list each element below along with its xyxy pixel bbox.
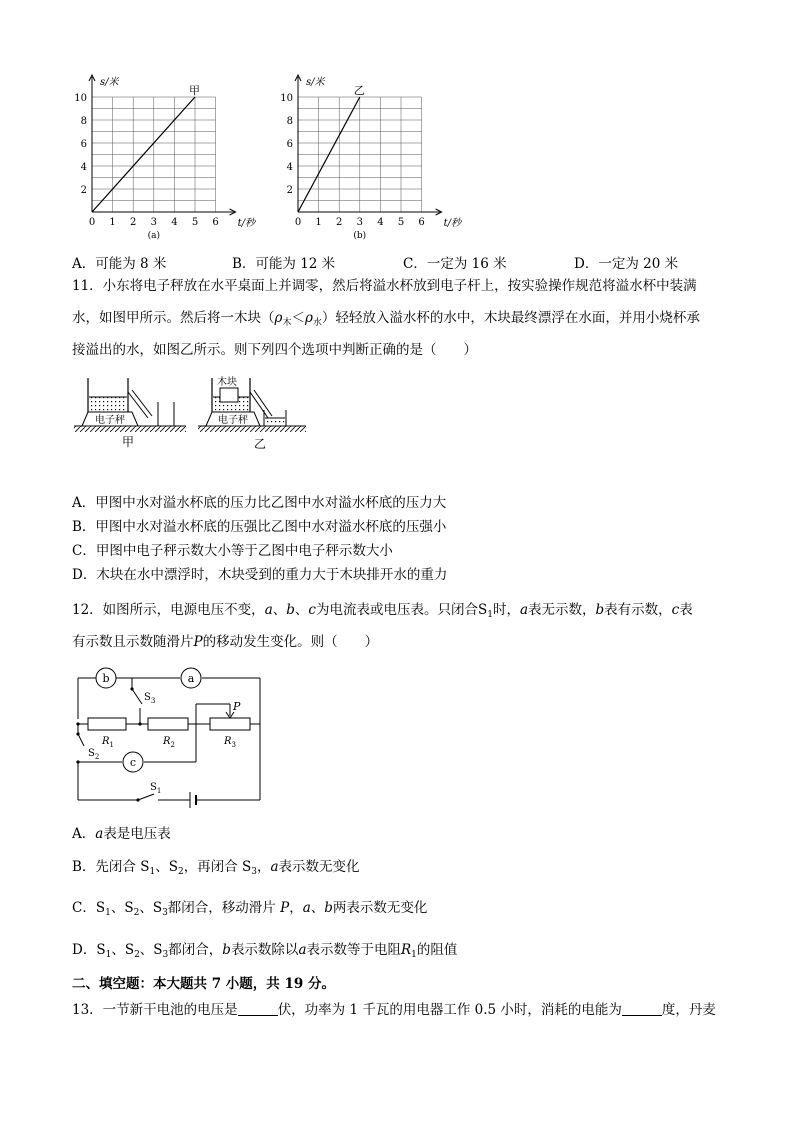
- q11-stem-line3: 接溢出的水，如图乙所示。则下列四个选项中判断正确的是（ ）: [72, 342, 477, 358]
- x-tick-label: 6: [212, 217, 219, 228]
- r3-label: $R_3$: [224, 736, 236, 749]
- scale-label: 电子秤: [95, 415, 125, 426]
- x-tick-label: 0: [294, 217, 302, 228]
- q11-option-a: A．甲图中水对溢水杯底的压力比乙图中水对溢水杯底的压力大: [72, 495, 447, 511]
- q12-circuit: [70, 664, 270, 809]
- switch-s3-label: $S_3$: [144, 692, 156, 705]
- y-tick-label: 4: [80, 162, 87, 173]
- y-tick-label: 6: [286, 139, 293, 150]
- q10-option-a: A．可能为 8 米: [72, 256, 167, 272]
- switch-s1-label: $S_1$: [150, 782, 162, 795]
- q12-option-d: D．$S_1$、$S_2$、$S_3$都闭合，b表示数除以a表示数等于电阻$R_1$的阻值: [72, 942, 458, 960]
- x-tick-label: 6: [418, 217, 425, 228]
- blank-1: [238, 1003, 278, 1016]
- meter-b: b: [102, 672, 110, 685]
- fig-yi-label: 乙: [253, 437, 267, 451]
- x-tick-label: 5: [397, 217, 405, 228]
- graph-caption: (b): [353, 231, 367, 241]
- y-tick-label: 8: [80, 116, 87, 127]
- y-tick-label: 10: [280, 93, 293, 104]
- x-tick-label: 2: [130, 217, 137, 228]
- fig-jia-label: 甲: [121, 435, 135, 449]
- q11-option-b: B．甲图中水对溢水杯底的压强比乙图中水对溢水杯底的压强小: [72, 519, 447, 535]
- x-tick-label: 0: [88, 217, 96, 228]
- q12-stem-line2: 有示数且示数随滑片P的移动发生变化。则（ ）: [72, 634, 379, 650]
- x-axis-label: t/秒: [237, 218, 255, 229]
- x-tick-label: 5: [191, 217, 199, 228]
- q10-option-d: D．一定为 20 米: [574, 256, 679, 272]
- r1-label: $R_1$: [102, 736, 114, 749]
- x-tick-label: 4: [171, 217, 178, 228]
- q12-option-b: B．先闭合 $S_1$、$S_2$，再闭合 $S_3$，a表示数无变化: [72, 859, 360, 877]
- graph-caption: (a): [147, 231, 160, 241]
- slider-p: P: [233, 700, 241, 713]
- graph-a: [70, 62, 255, 242]
- q12-option-c: C．$S_1$、$S_2$、$S_3$都闭合，移动滑片 P，a、b两表示数无变化: [72, 900, 428, 918]
- x-tick-label: 2: [336, 217, 343, 228]
- x-tick-label: 1: [109, 217, 116, 228]
- q12-stem-line1: 12．如图所示，电源电压不变，a、b、c为电流表或电压表。只闭合$S_1$时，a表无示数，b表有示数，c表: [72, 602, 693, 620]
- y-tick-label: 2: [286, 185, 293, 196]
- block-label: 木块: [217, 377, 237, 388]
- x-tick-label: 1: [315, 217, 322, 228]
- switch-s2-label: $S_2$: [88, 748, 100, 761]
- series-label: 乙: [353, 84, 365, 97]
- y-axis-label: s/米: [100, 77, 119, 88]
- q11-stem-line2: 水，如图甲所示。然后将一木块$(\rho_木<\rho_水)$轻轻放入溢水杯的水中，木块最终漂浮在水面，并用小烧杯承: [72, 310, 700, 328]
- meter-a: a: [187, 672, 195, 685]
- x-tick-label: 3: [356, 217, 363, 228]
- x-axis-label: t/秒: [443, 218, 461, 229]
- q12-option-a: A．a表是电压表: [72, 826, 171, 842]
- q10-option-c: C．一定为 16 米: [403, 256, 507, 272]
- r2-label: $R_2$: [163, 736, 175, 749]
- section-2-title: 二、填空题：本大题共 7 小题，共 19 分。: [72, 976, 335, 992]
- x-tick-label: 3: [150, 217, 157, 228]
- y-tick-label: 10: [74, 93, 87, 104]
- y-tick-label: 2: [80, 185, 87, 196]
- scale-label-2: 电子秤: [218, 415, 248, 426]
- y-tick-label: 8: [286, 116, 293, 127]
- x-tick-label: 4: [377, 217, 384, 228]
- q11-option-c: C．甲图中电子秤示数大小等于乙图中电子秤示数大小: [72, 543, 393, 559]
- y-tick-label: 4: [286, 162, 293, 173]
- q11-figure: [70, 372, 310, 452]
- q11-stem-line1: 11．小东将电子秤放在水平桌面上并调零，然后将溢水杯放到电子杆上，按实验操作规范将溢水杯中装满: [72, 278, 697, 294]
- q11-option-d: D．木块在水中漂浮时，木块受到的重力大于木块排开水的重力: [72, 567, 448, 583]
- y-tick-label: 6: [80, 139, 87, 150]
- series-label: 甲: [189, 84, 200, 97]
- y-axis-label: s/米: [306, 77, 325, 88]
- q10-option-b: B．可能为 12 米: [232, 256, 336, 272]
- q13-stem: 13．一节新干电池的电压是 伏，功率为 1 千瓦的用电器工作 0.5 小时，消耗的电能为 度，丹麦: [72, 1002, 716, 1018]
- graph-b: [276, 62, 466, 242]
- blank-2: [622, 1003, 662, 1016]
- meter-c: c: [129, 756, 137, 769]
